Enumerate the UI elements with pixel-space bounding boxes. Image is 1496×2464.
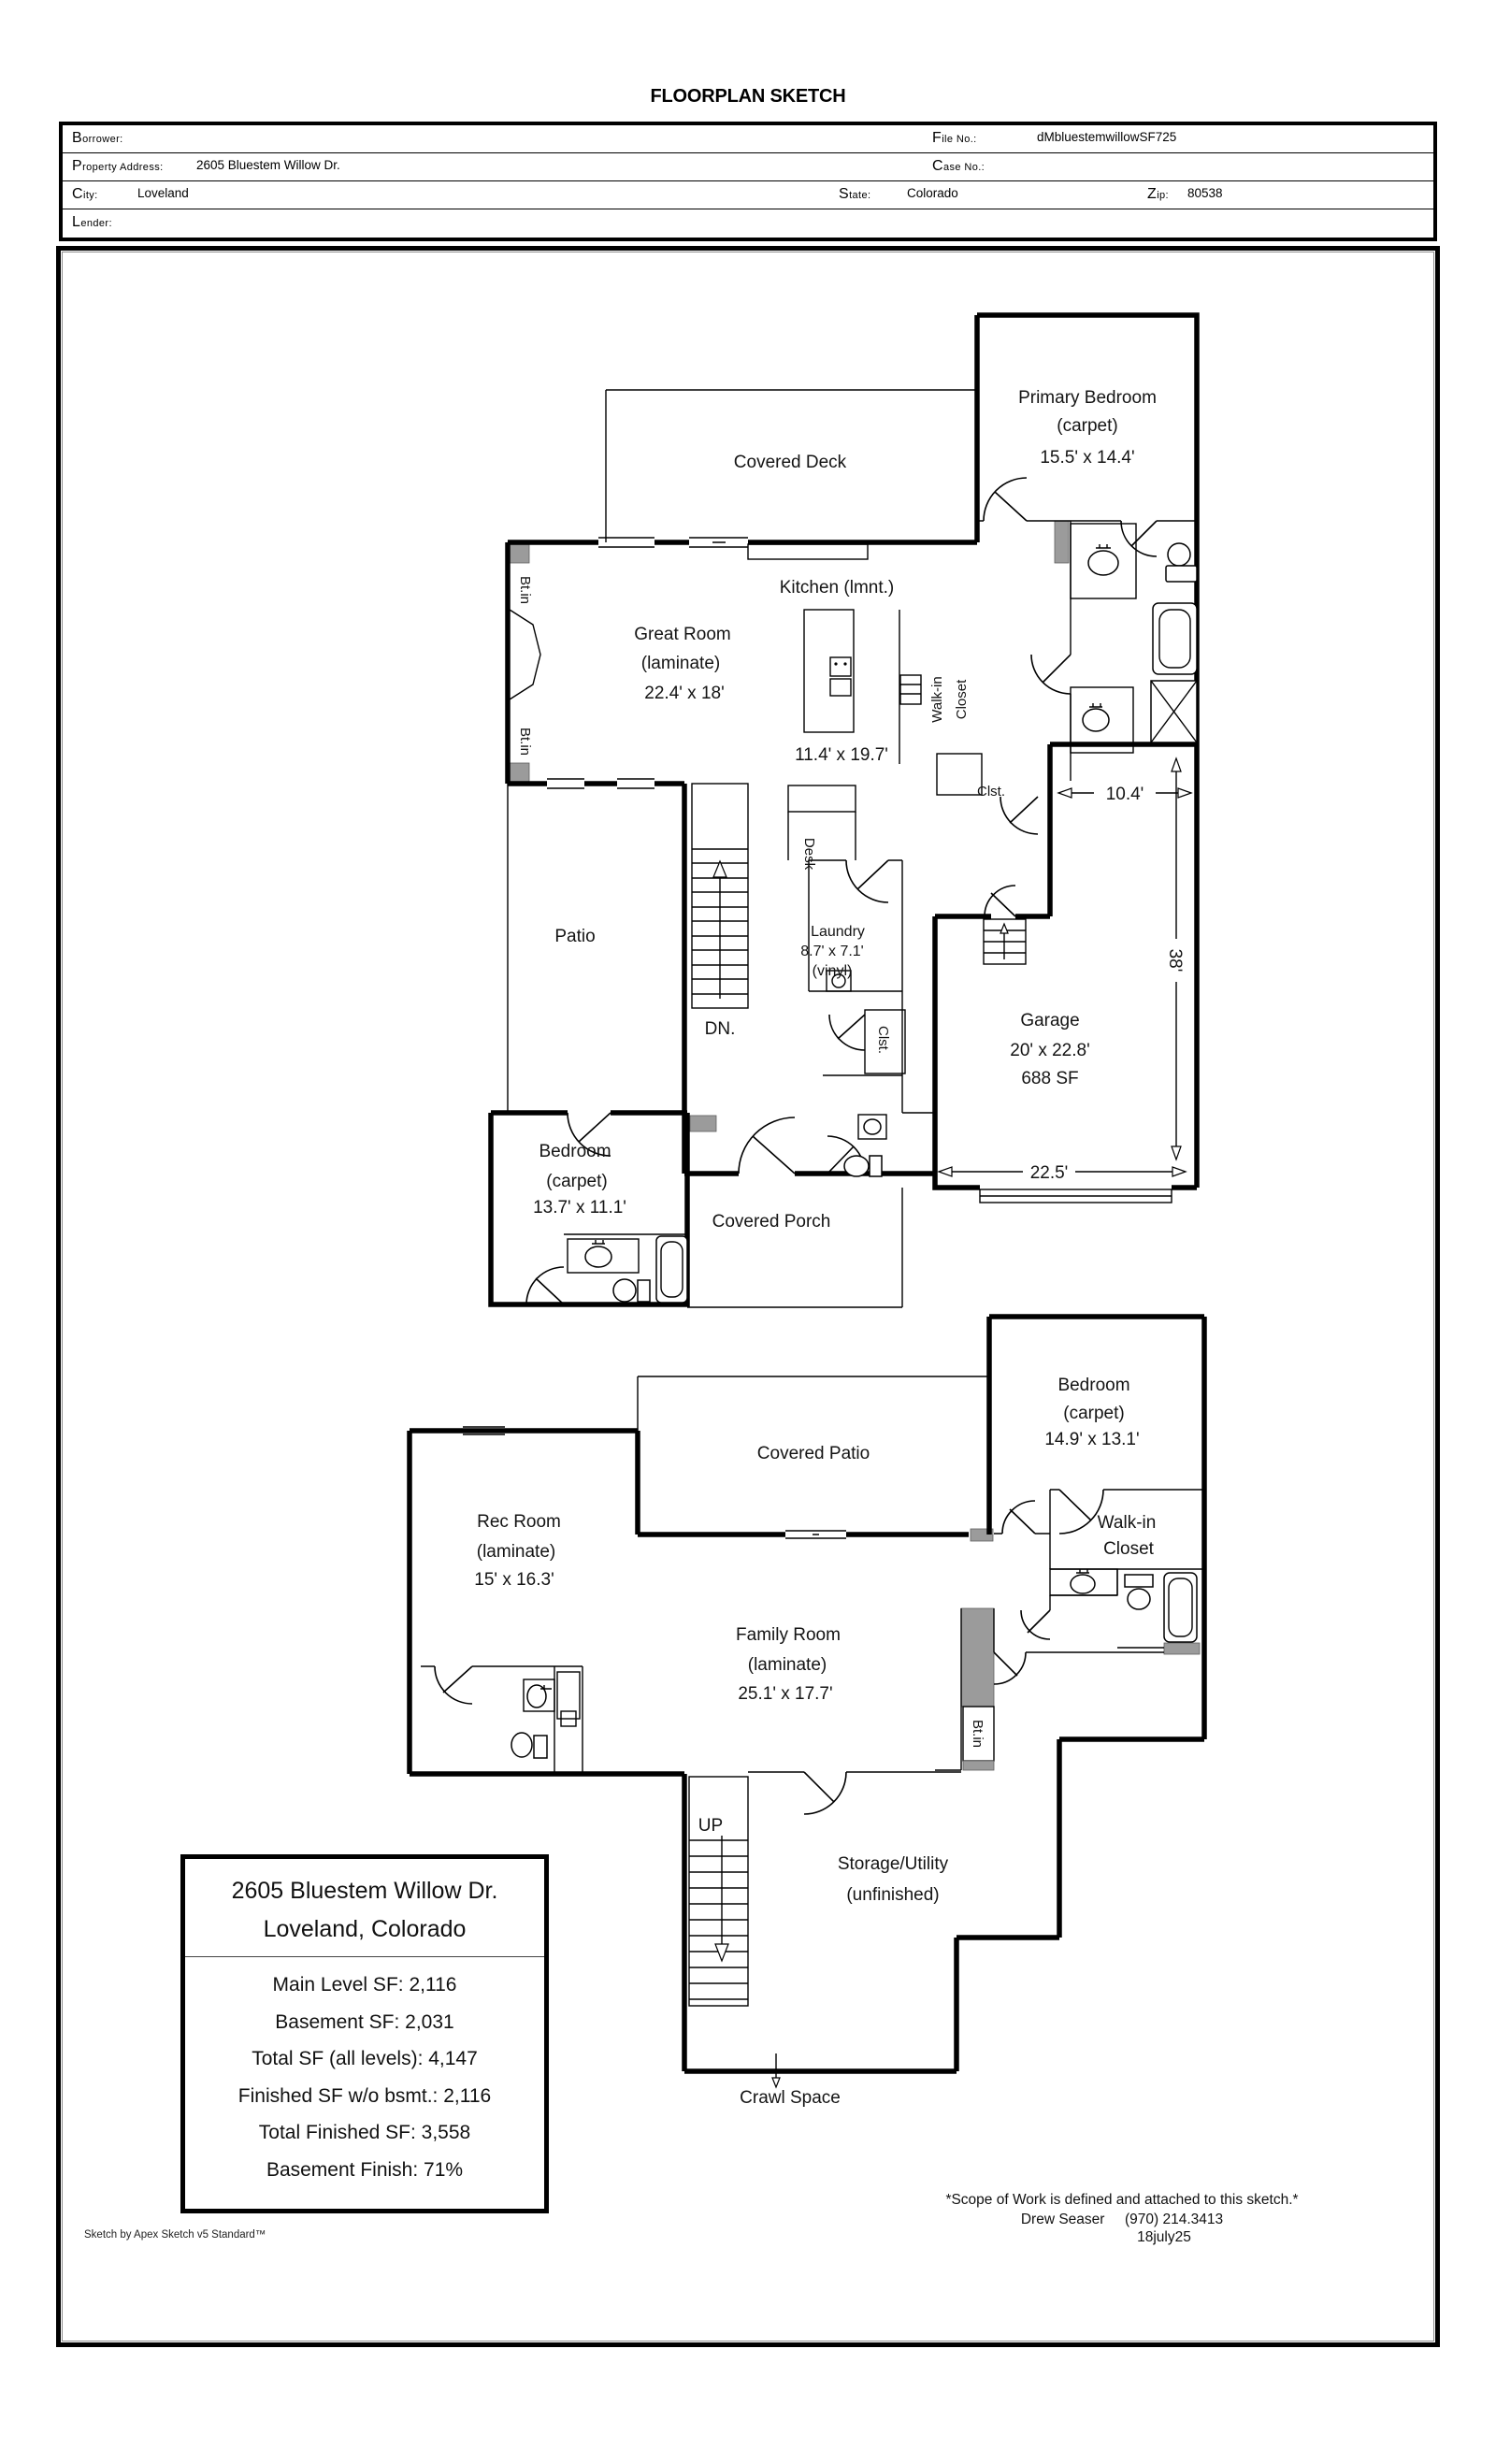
state-label: State:	[839, 186, 871, 202]
gray-block	[963, 1761, 994, 1770]
room-label-walk-in-closet-bsmt2: Closet	[1103, 1539, 1154, 1559]
label-clst: Clst.	[977, 784, 1005, 800]
summary-address-line2: Loveland, Colorado	[263, 1916, 467, 1942]
property-address-label: Property Address:	[72, 158, 164, 174]
walk-in-line1: Walk-in	[929, 676, 945, 723]
room-label-garage: Garage	[1020, 1011, 1080, 1030]
range-icon	[830, 679, 851, 696]
dim-arrow	[939, 1167, 952, 1176]
contact-text: Drew Seaser (970) 214.3413	[1020, 2212, 1224, 2227]
walk-in-line2: Closet	[954, 679, 970, 720]
room-floor-great-room: (laminate)	[640, 654, 721, 673]
room-label-bedroom: Bedroom	[539, 1142, 611, 1161]
room-dims-great-room: 22.4' x 18'	[644, 684, 725, 703]
pocket-door	[1055, 521, 1069, 563]
label-up: UP	[698, 1816, 724, 1836]
room-dims-primary-bedroom: 15.5' x 14.4'	[1040, 448, 1135, 468]
dimension-10-4	[1058, 785, 1191, 804]
stair-treads	[689, 1840, 748, 1999]
summary-finished-wo-bsmt: Finished SF w/o bsmt.: 2,116	[237, 2084, 492, 2107]
burner-dot	[834, 662, 837, 665]
label-desk: Desk	[801, 837, 817, 871]
room-floor-laundry: (vinyl)	[812, 963, 853, 979]
room-label-primary-bedroom: Primary Bedroom	[1018, 388, 1157, 408]
step-lines	[984, 930, 1026, 959]
room-floor-bedroom-bsmt: (carpet)	[1063, 1404, 1125, 1423]
scope-text: *Scope of Work is defined and attached to this sketch.*	[945, 2192, 1299, 2208]
room-dims-rec-room: 15' x 16.3'	[474, 1570, 554, 1590]
sink-icon	[1071, 1575, 1095, 1593]
room-label-laundry: Laundry	[811, 924, 865, 940]
faucet-icon	[1096, 544, 1111, 548]
summary-total-sf: Total SF (all levels): 4,147	[252, 2048, 478, 2069]
zip-label: Zip:	[1147, 186, 1170, 202]
powder-room-fixtures	[844, 1115, 886, 1176]
room-floor-primary-bedroom: (carpet)	[1057, 416, 1118, 436]
dim-arrow	[1058, 788, 1072, 798]
label-crawl-space: Crawl Space	[740, 2088, 841, 2108]
toilet-icon	[1128, 1589, 1150, 1609]
room-label-storage: Storage/Utility	[837, 1854, 949, 1874]
primary-bath-fixtures	[1071, 524, 1197, 753]
toilet-tank	[1125, 1575, 1153, 1587]
label-bt-in-bsmt: Bt.in	[970, 1719, 985, 1749]
summary-basement-sf: Basement SF: 2,031	[275, 2010, 454, 2033]
toilet-icon	[1168, 543, 1190, 566]
room-label-family-room: Family Room	[736, 1625, 841, 1645]
built-in-column	[961, 1608, 994, 1707]
room-label-rec-room: Rec Room	[477, 1512, 561, 1532]
kitchen-island	[804, 610, 854, 732]
room-label-walk-in-closet-bsmt: Walk-in	[1097, 1513, 1157, 1533]
summary-main-level-sf: Main Level SF: 2,116	[272, 1974, 457, 1996]
property-address-value: 2605 Bluestem Willow Dr.	[196, 158, 340, 172]
sink-icon	[585, 1246, 611, 1267]
sketch-credit: Sketch by Apex Sketch v5 Standard™	[84, 2229, 266, 2241]
dim-arrow	[1178, 788, 1191, 798]
sink-icon	[1083, 709, 1109, 731]
label-bt-in: Bt.in	[517, 727, 533, 756]
label-clst: Clst.	[875, 1026, 891, 1054]
toilet-icon	[511, 1733, 532, 1757]
door-arcs-basement	[435, 1490, 1103, 1814]
thin-walls	[508, 390, 1172, 1307]
room-dims-bedroom: 13.7' x 11.1'	[533, 1198, 626, 1218]
gray-corner-block	[508, 763, 529, 784]
toilet-tank	[870, 1156, 882, 1176]
toilet-tank	[534, 1736, 547, 1758]
dim-arrow	[1172, 758, 1181, 771]
city-value: Loveland	[137, 186, 189, 200]
dim-arrow	[1172, 1167, 1186, 1176]
pocket-door	[690, 1116, 716, 1131]
room-label-bedroom-bsmt: Bedroom	[1057, 1376, 1130, 1395]
room-area-garage: 688 SF	[1021, 1069, 1079, 1088]
room-dims-bedroom-bsmt: 14.9' x 13.1'	[1044, 1430, 1140, 1449]
room-dims-laundry: 8.7' x 7.1'	[800, 944, 864, 959]
label-bt-in: Bt.in	[517, 575, 533, 605]
toilet-icon	[844, 1156, 869, 1176]
garage-entry-steps	[984, 919, 1026, 964]
stairs-main-dn	[692, 784, 748, 1008]
room-dims-kitchen: 11.4' x 19.7'	[795, 745, 888, 765]
room-dims-garage: 20' x 22.8'	[1010, 1041, 1090, 1060]
zip-value: 80538	[1187, 186, 1223, 200]
room-label-covered-porch: Covered Porch	[712, 1212, 831, 1232]
main-level-plan	[491, 315, 1197, 1307]
stair-arrow-head	[715, 1944, 728, 1961]
room-label-great-room: Great Room	[634, 625, 731, 644]
dim-label-22-5: 22.5'	[1029, 1163, 1069, 1183]
stairwell	[689, 1777, 748, 2006]
sink-icon	[864, 1119, 881, 1134]
file-no-value: dMbluestemwillowSF725	[1037, 130, 1177, 144]
oven-icon	[900, 675, 921, 704]
room-floor-family-room: (laminate)	[747, 1655, 827, 1675]
faucet-icon	[592, 1240, 605, 1244]
toilet-tank	[638, 1280, 650, 1302]
room-dims-family-room: 25.1' x 17.7'	[738, 1684, 833, 1704]
summary-address-line1: 2605 Bluestem Willow Dr.	[231, 1878, 498, 1904]
summary-total-finished: Total Finished SF: 3,558	[258, 2122, 471, 2143]
room-label-covered-deck: Covered Deck	[733, 453, 847, 472]
file-no-label: File No.:	[932, 130, 977, 146]
stairs-basement-up	[689, 1777, 748, 2006]
kitchen-counter	[748, 544, 868, 559]
room-label-covered-patio: Covered Patio	[756, 1444, 870, 1463]
room-floor-rec-room: (laminate)	[476, 1542, 556, 1562]
cabinet	[937, 754, 982, 795]
dim-arrow	[1172, 1146, 1181, 1160]
gray-corner-block	[508, 542, 529, 563]
page-title: FLOORPLAN SKETCH	[650, 86, 846, 107]
case-no-label: Case No.:	[932, 158, 985, 174]
room-floor-storage: (unfinished)	[846, 1885, 940, 1905]
burner-dot	[843, 662, 846, 665]
summary-separator	[185, 1956, 544, 1957]
room-label-patio: Patio	[554, 927, 596, 946]
summary-basement-finish: Basement Finish: 71%	[266, 2158, 464, 2181]
dimension-22-5	[939, 1163, 1186, 1183]
basement-bath-fixtures	[1050, 1569, 1197, 1642]
room-floor-bedroom: (carpet)	[546, 1172, 608, 1191]
desk-top	[788, 785, 856, 812]
date-text: 18july25	[1137, 2229, 1191, 2245]
state-value: Colorado	[907, 186, 958, 200]
lender-label: Lender:	[72, 214, 112, 230]
faucet-icon	[1089, 703, 1102, 707]
dimension-38	[1165, 758, 1185, 1160]
room-label-walk-in-closet	[929, 676, 970, 722]
borrower-label: Borrower:	[72, 130, 123, 146]
range-icon	[830, 657, 851, 676]
gray-block	[1164, 1643, 1200, 1654]
dim-label-10-4: 10.4'	[1105, 785, 1144, 804]
city-label: City:	[72, 186, 98, 202]
sink-icon	[1088, 551, 1118, 575]
step-arrow-head	[1000, 924, 1008, 933]
dim-label-38: 38'	[1165, 948, 1185, 973]
crawl-arrow	[772, 2078, 780, 2087]
toilet-tank	[1166, 566, 1197, 582]
bedroom-bath-fixtures	[568, 1236, 687, 1303]
rec-bath-fixtures	[511, 1672, 580, 1758]
room-label-kitchen: Kitchen (lmnt.)	[779, 578, 895, 598]
scope-of-work-note	[898, 2192, 1346, 2246]
oven-lines	[900, 684, 921, 694]
label-dn: DN.	[704, 1019, 736, 1039]
toilet-icon	[613, 1279, 636, 1302]
summary-box	[180, 1854, 549, 2213]
kitchen-appliances	[830, 657, 921, 704]
